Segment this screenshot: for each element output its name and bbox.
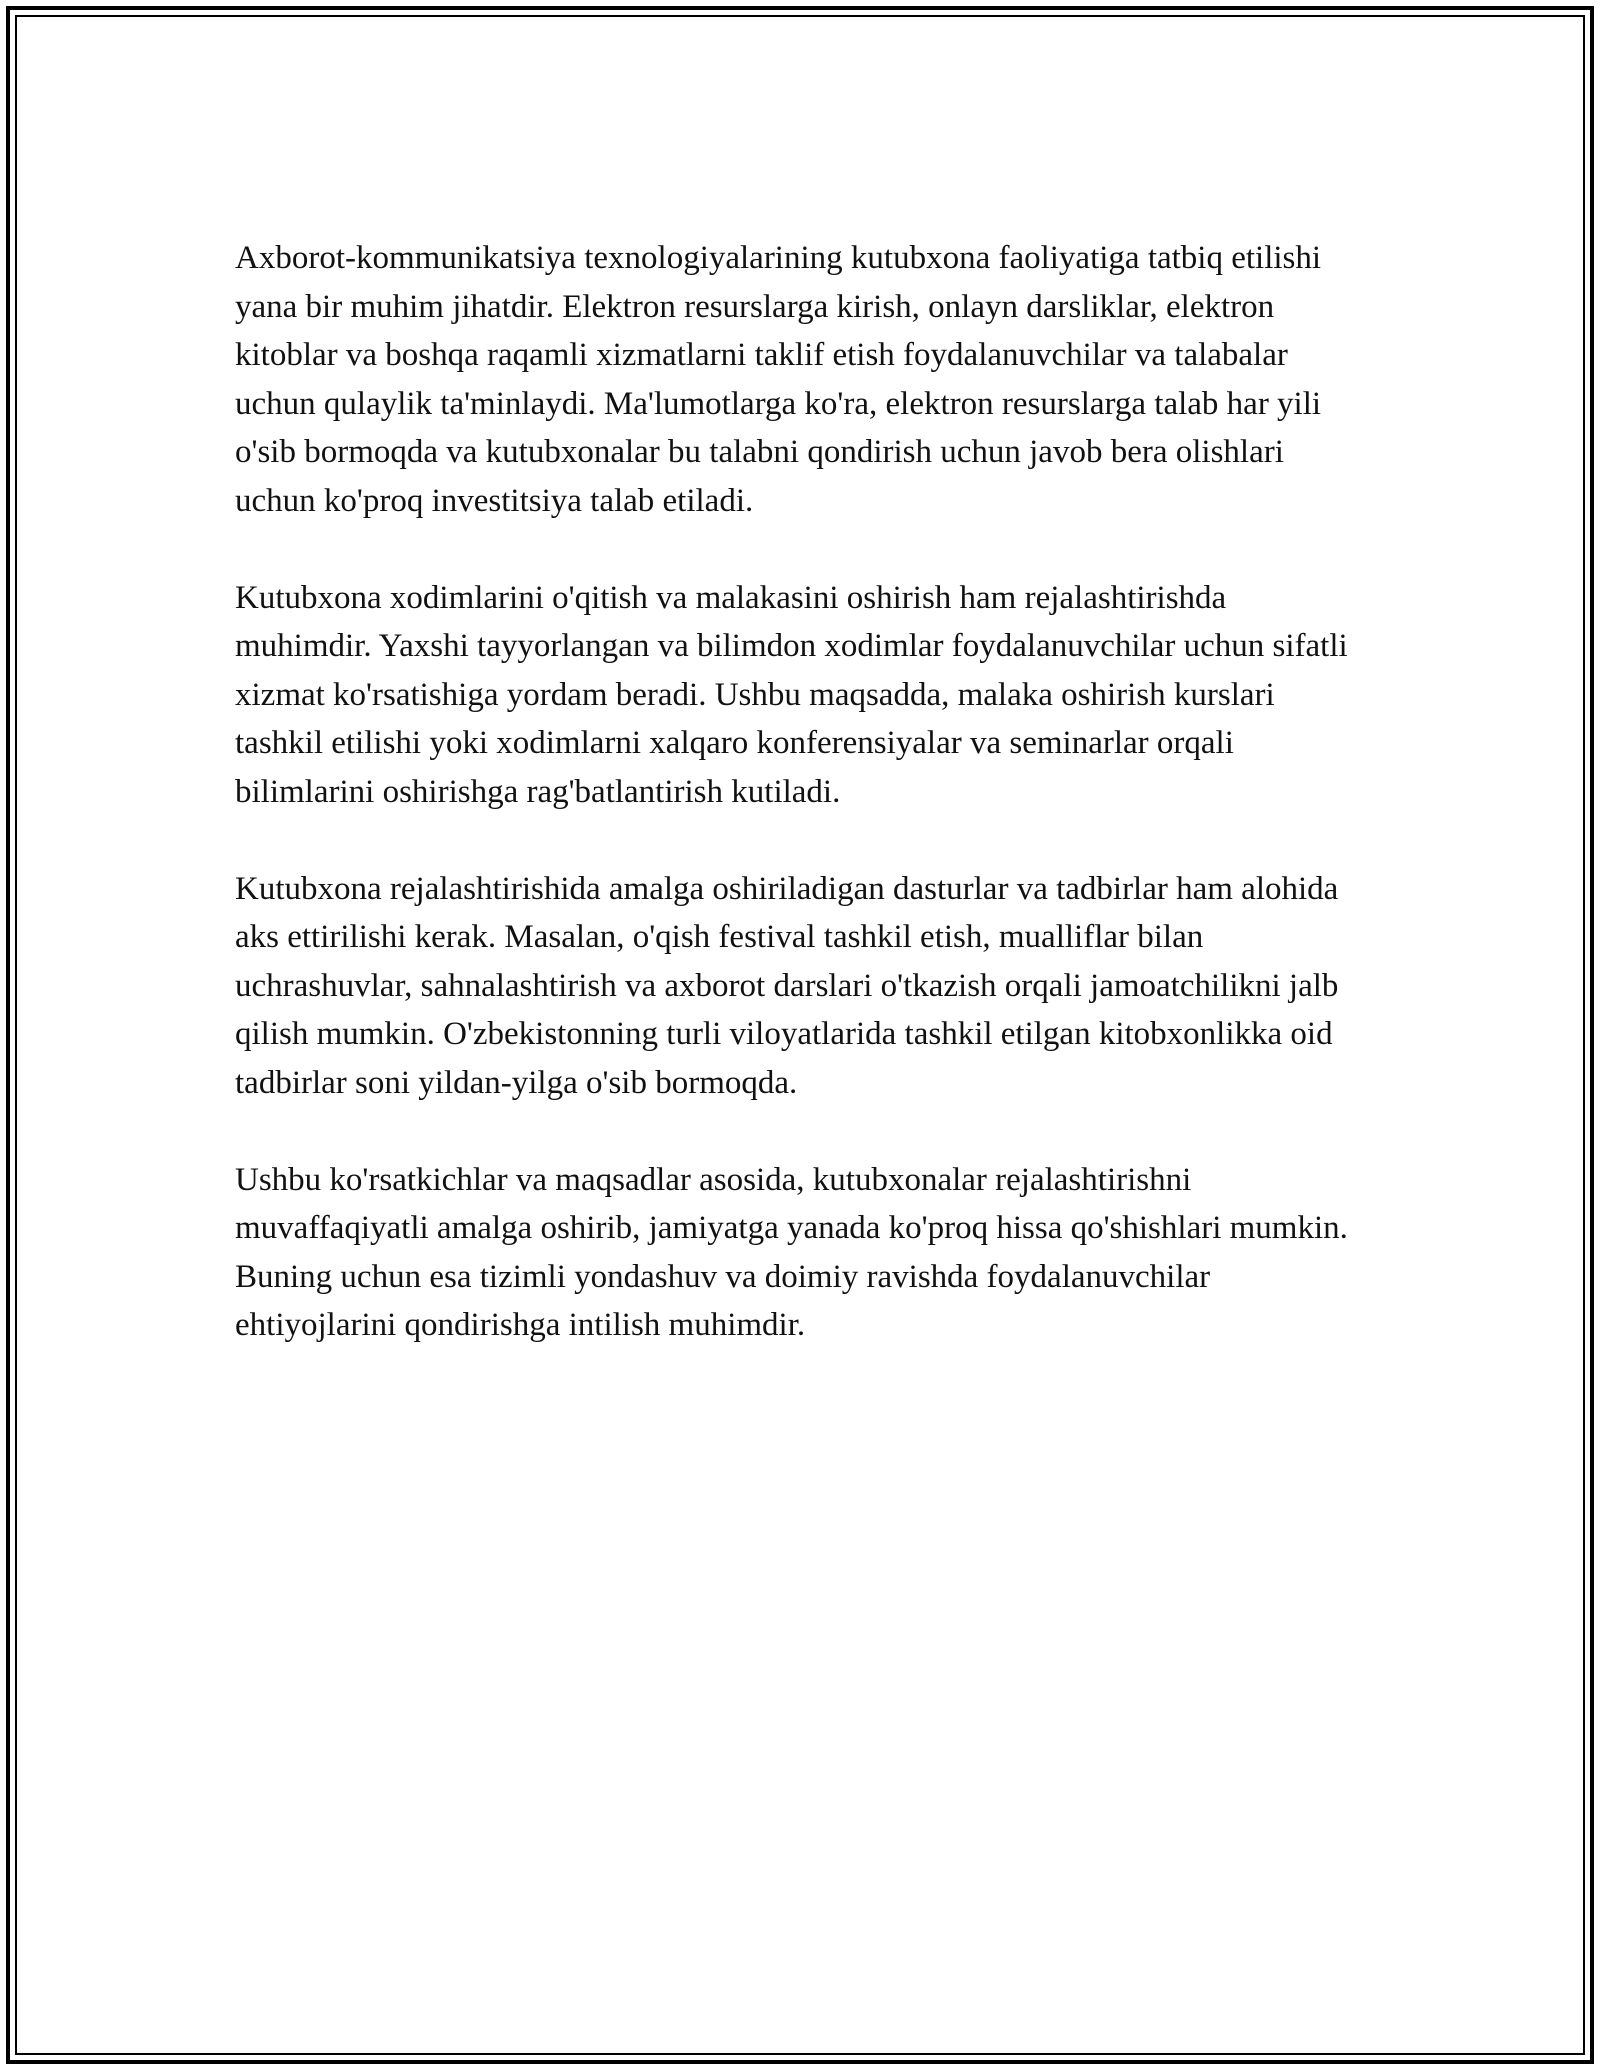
document-body [235, 234, 1370, 1350]
paragraph: Axborot-kommunikatsiya texnologiyalarining kutubxona faoliyatiga tatbiq etilishi yana bir muhim jihatdir. Elektron resurslarga kirish, onlayn darsliklar, elektron kitoblar va boshqa raqamli xizmatlarni taklif etish foydalanuvchilar va talabalar uchun qulaylik ta'minlaydi. Ma'lumotlarga ko'ra, elektron resurslarga talab har yili o'sib bormoqda va kutubxonalar bu talabni qondirish uchun javob bera olishlari uchun ko'proq investitsiya talab etiladi. [235, 240, 1322, 519]
paragraph: Ushbu ko'rsatkichlar va maqsadlar asosida, kutubxonalar rejalashtirishni muvaffaqiyatli amalga oshirib, jamiyatga yanada ko'proq hissa qo'shishlari mumkin. Buning uchun esa tizimli yondashuv va doimiy ravishda foydalanuvchilar ehtiyojlarini qondirishga intilish muhimdir. [235, 1161, 1348, 1343]
paragraph: Kutubxona rejalashtirishida amalga oshiriladigan dasturlar va tadbirlar ham alohida aks ettirilishi kerak. Masalan, o'qish festival tashkil etish, mualliflar bilan uchrashuvlar, sahnalashtirish va axborot darslari o'tkazish orqali jamoatchilikni jalb qilish mumkin. O'zbekistonning turli viloyatlarida tashkil etilgan kitobxonlikka oid tadbirlar soni yildan-yilga o'sib bormoqda. [235, 870, 1339, 1101]
paragraph: Kutubxona xodimlarini o'qitish va malakasini oshirish ham rejalashtirishda muhimdir. Yaxshi tayyorlangan va bilimdon xodimlar foydalanuvchilar uchun sifatli xizmat ko'rsatishiga yordam beradi. Ushbu maqsadda, malaka oshirish kurslari tashkil etilishi yoki xodimlarni xalqaro konferensiyalar va seminarlar orqali bilimlarini oshirishga rag'batlantirish kutiladi. [235, 579, 1348, 810]
